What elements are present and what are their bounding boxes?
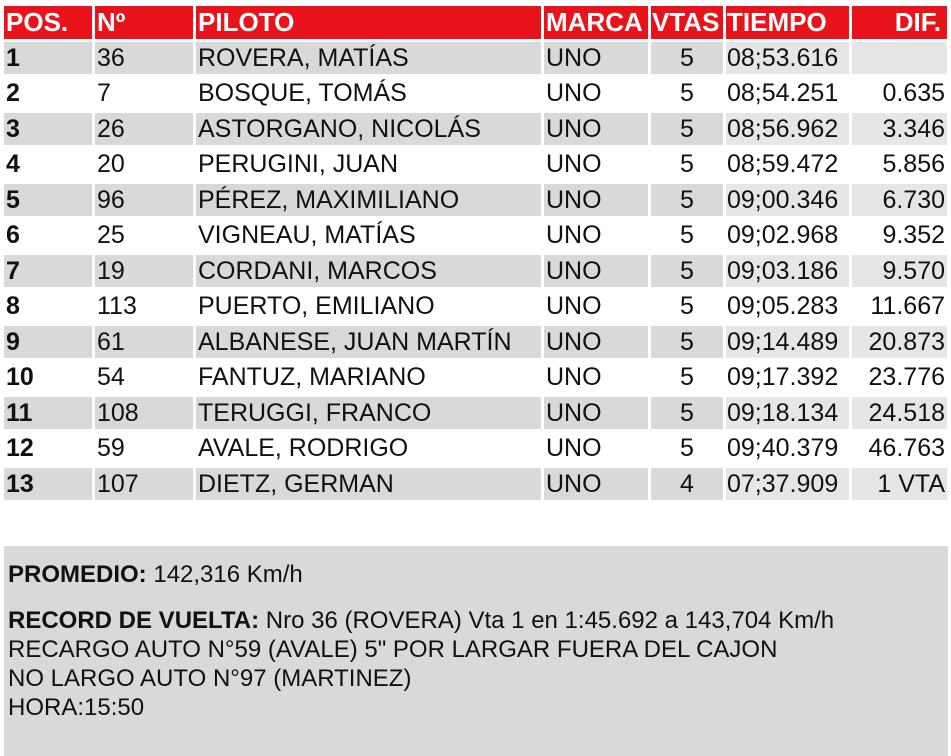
cell-num: 59 [95, 432, 193, 465]
cell-pos: 9 [4, 326, 92, 359]
cell-marca: UNO [544, 255, 648, 288]
cell-tiempo: 09;02.968 [726, 219, 849, 252]
table-row [4, 77, 948, 113]
cell-pos: 11 [4, 397, 92, 430]
no-largo-line: NO LARGO AUTO N°97 (MARTINEZ) [8, 665, 412, 692]
cell-dif: 11.667 [852, 290, 947, 323]
header-vtas: VTAS [651, 6, 723, 39]
cell-marca: UNO [544, 113, 648, 146]
cell-marca: UNO [544, 432, 648, 465]
cell-piloto: ALBANESE, JUAN MARTÍN [196, 326, 541, 359]
cell-pos: 4 [4, 148, 92, 181]
cell-piloto: PERUGINI, JUAN [196, 148, 541, 181]
header-dif: DIF. [852, 6, 947, 39]
cell-vtas: 5 [651, 184, 723, 217]
cell-marca: UNO [544, 361, 648, 394]
cell-marca: UNO [544, 219, 648, 252]
table-row [4, 326, 948, 362]
cell-pos: 8 [4, 290, 92, 323]
cell-dif: 1 VTA [852, 468, 947, 501]
results-table [4, 6, 948, 503]
cell-num: 26 [95, 113, 193, 146]
cell-tiempo: 09;18.134 [726, 397, 849, 430]
cell-vtas: 5 [651, 290, 723, 323]
cell-num: 19 [95, 255, 193, 288]
cell-num: 25 [95, 219, 193, 252]
promedio-value: 142,316 Km/h [146, 561, 303, 588]
cell-num: 36 [95, 42, 193, 75]
cell-tiempo: 09;40.379 [726, 432, 849, 465]
table-row [4, 184, 948, 220]
cell-marca: UNO [544, 184, 648, 217]
table-row [4, 255, 948, 291]
record-value: Nro 36 (ROVERA) Vta 1 en 1:45.692 a 143,704 Km/h [259, 607, 835, 634]
table-row [4, 468, 948, 504]
cell-marca: UNO [544, 148, 648, 181]
table-row [4, 432, 948, 468]
cell-pos: 13 [4, 468, 92, 501]
table-row [4, 113, 948, 149]
hora-line: HORA:15:50 [8, 694, 145, 721]
cell-num: 20 [95, 148, 193, 181]
table-header-row [4, 6, 948, 42]
table-row [4, 219, 948, 255]
cell-piloto: DIETZ, GERMAN [196, 468, 541, 501]
cell-vtas: 5 [651, 432, 723, 465]
cell-dif: 5.856 [852, 148, 947, 181]
cell-dif: 20.873 [852, 326, 947, 359]
cell-piloto: FANTUZ, MARIANO [196, 361, 541, 394]
cell-num: 113 [95, 290, 193, 323]
cell-pos: 2 [4, 77, 92, 110]
cell-vtas: 5 [651, 361, 723, 394]
cell-pos: 6 [4, 219, 92, 252]
cell-marca: UNO [544, 290, 648, 323]
cell-marca: UNO [544, 77, 648, 110]
promedio-line [4, 560, 948, 589]
header-pos: POS. [4, 6, 92, 39]
table-row [4, 42, 948, 78]
record-label: RECORD DE VUELTA: [8, 607, 260, 634]
cell-pos: 7 [4, 255, 92, 288]
table-row [4, 148, 948, 184]
cell-dif: 9.570 [852, 255, 947, 288]
cell-vtas: 4 [651, 468, 723, 501]
cell-tiempo: 07;37.909 [726, 468, 849, 501]
table-row [4, 290, 948, 326]
cell-marca: UNO [544, 468, 648, 501]
cell-dif: 23.776 [852, 361, 947, 394]
cell-dif: 0.635 [852, 77, 947, 110]
cell-piloto: PUERTO, EMILIANO [196, 290, 541, 323]
cell-piloto: PÉREZ, MAXIMILIANO [196, 184, 541, 217]
cell-piloto: ASTORGANO, NICOLÁS [196, 113, 541, 146]
cell-pos: 1 [4, 42, 92, 75]
cell-tiempo: 09;00.346 [726, 184, 849, 217]
cell-piloto: CORDANI, MARCOS [196, 255, 541, 288]
cell-piloto: BOSQUE, TOMÁS [196, 77, 541, 110]
header-marca: MARCA [544, 6, 648, 39]
cell-piloto: VIGNEAU, MATÍAS [196, 219, 541, 252]
promedio-label: PROMEDIO: [8, 561, 147, 588]
cell-dif [852, 42, 947, 75]
cell-vtas: 5 [651, 148, 723, 181]
cell-marca: UNO [544, 42, 648, 75]
cell-dif: 46.763 [852, 432, 947, 465]
cell-vtas: 5 [651, 255, 723, 288]
cell-dif: 3.346 [852, 113, 947, 146]
cell-vtas: 5 [651, 113, 723, 146]
cell-piloto: TERUGGI, FRANCO [196, 397, 541, 430]
cell-vtas: 5 [651, 77, 723, 110]
record-line [4, 606, 948, 635]
recargo-line: RECARGO AUTO N°59 (AVALE) 5" POR LARGAR FUERA DEL CAJON [8, 636, 778, 663]
table-row [4, 397, 948, 433]
cell-num: 107 [95, 468, 193, 501]
cell-num: 61 [95, 326, 193, 359]
cell-marca: UNO [544, 397, 648, 430]
cell-piloto: ROVERA, MATÍAS [196, 42, 541, 75]
cell-vtas: 5 [651, 326, 723, 359]
race-info-panel [4, 546, 948, 756]
cell-pos: 12 [4, 432, 92, 465]
cell-tiempo: 08;54.251 [726, 77, 849, 110]
cell-tiempo: 09;05.283 [726, 290, 849, 323]
cell-piloto: AVALE, RODRIGO [196, 432, 541, 465]
cell-num: 96 [95, 184, 193, 217]
table-body [4, 42, 948, 504]
table-row [4, 361, 948, 397]
cell-num: 7 [95, 77, 193, 110]
header-tiempo: TIEMPO [726, 6, 849, 39]
cell-dif: 6.730 [852, 184, 947, 217]
cell-vtas: 5 [651, 397, 723, 430]
cell-vtas: 5 [651, 219, 723, 252]
cell-tiempo: 09;14.489 [726, 326, 849, 359]
cell-num: 108 [95, 397, 193, 430]
cell-tiempo: 09;03.186 [726, 255, 849, 288]
header-piloto: PILOTO [196, 6, 541, 39]
cell-dif: 24.518 [852, 397, 947, 430]
cell-vtas: 5 [651, 42, 723, 75]
header-num: Nº [95, 6, 193, 39]
cell-tiempo: 08;56.962 [726, 113, 849, 146]
cell-num: 54 [95, 361, 193, 394]
cell-dif: 9.352 [852, 219, 947, 252]
cell-pos: 10 [4, 361, 92, 394]
cell-tiempo: 08;59.472 [726, 148, 849, 181]
cell-marca: UNO [544, 326, 648, 359]
cell-pos: 3 [4, 113, 92, 146]
cell-pos: 5 [4, 184, 92, 217]
cell-tiempo: 09;17.392 [726, 361, 849, 394]
cell-tiempo: 08;53.616 [726, 42, 849, 75]
